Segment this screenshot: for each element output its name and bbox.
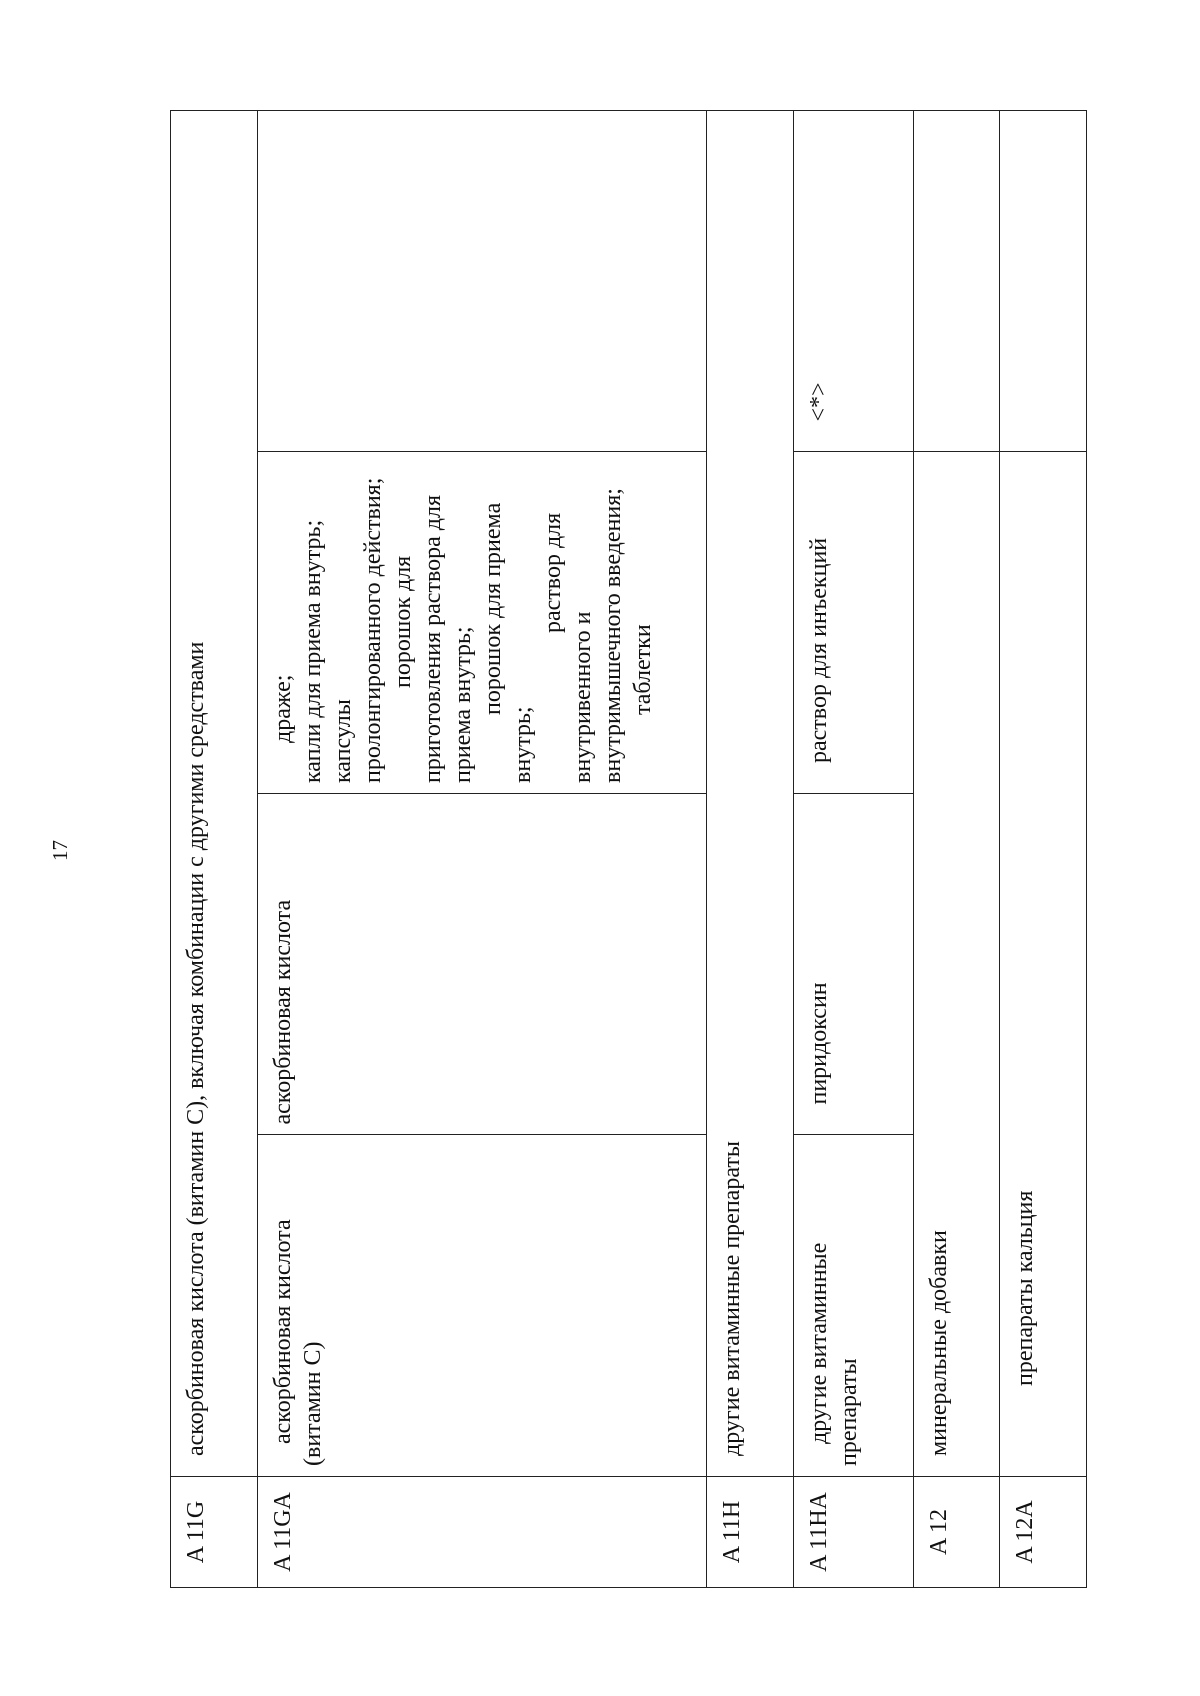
group-title-cell: минеральные добавки: [914, 452, 1000, 1477]
dosage-form-line: внутримышечного введения;: [600, 488, 626, 783]
table-row: [707, 111, 794, 1588]
table-row: [171, 111, 258, 1588]
dosage-form-line: порошок для: [390, 555, 416, 688]
table-row: [1000, 111, 1087, 1588]
drug-name-cell: аскорбиновая кислота: [258, 794, 707, 1136]
group-title-cell: аскорбиновая кислота (витамин C), включая комбинации с другими средствами: [171, 111, 258, 1477]
table-row: [794, 111, 914, 1588]
page-number: 17: [47, 839, 72, 861]
dosage-form-line: раствор для: [540, 512, 566, 633]
dosage-form-line: порошок для приема: [480, 502, 506, 715]
dosage-form-line: приготовления раствора для: [420, 495, 446, 783]
atc-code-cell: A 11GA: [258, 1477, 707, 1588]
dosage-form-line: драже;: [270, 674, 296, 743]
atc-code-cell: A 12: [914, 1477, 1000, 1588]
note-cell: <*>: [794, 111, 914, 453]
group-title-cell: препараты кальция: [1000, 452, 1087, 1477]
dosage-form-line: капли для приема внутрь;: [300, 519, 326, 783]
dosage-form-line: таблетки: [630, 624, 656, 715]
dosage-form-cell: [258, 452, 707, 794]
drug-name-cell: пиридоксин: [794, 794, 914, 1136]
dosage-form-line: внутривенного и: [570, 611, 596, 783]
group-title-cell: другие витаминные препараты: [707, 111, 794, 1477]
dosage-form-line: капсулы: [330, 699, 356, 783]
group-cell: другие витаминные препараты: [794, 1135, 914, 1477]
note-cell: [258, 111, 707, 453]
dosage-form-line: приема внутрь;: [450, 626, 476, 783]
drug-table-frame: [170, 110, 1090, 1588]
note-cell: [914, 111, 1000, 453]
table-row: [914, 111, 1000, 1588]
dosage-form-line: пролонгированного действия;: [360, 477, 386, 783]
group-cell: аскорбиновая кислота (витамин C): [258, 1135, 707, 1477]
note-cell: [1000, 111, 1087, 453]
dosage-form-cell: раствор для инъекций: [794, 452, 914, 794]
atc-code-cell: A 11HA: [794, 1477, 914, 1588]
atc-code-cell: A 11G: [171, 1477, 258, 1588]
atc-code-cell: A 12A: [1000, 1477, 1087, 1588]
table-row: [258, 111, 707, 1588]
dosage-form-line: внутрь;: [510, 706, 536, 783]
drug-table: [170, 110, 1087, 1588]
atc-code-cell: A 11H: [707, 1477, 794, 1588]
